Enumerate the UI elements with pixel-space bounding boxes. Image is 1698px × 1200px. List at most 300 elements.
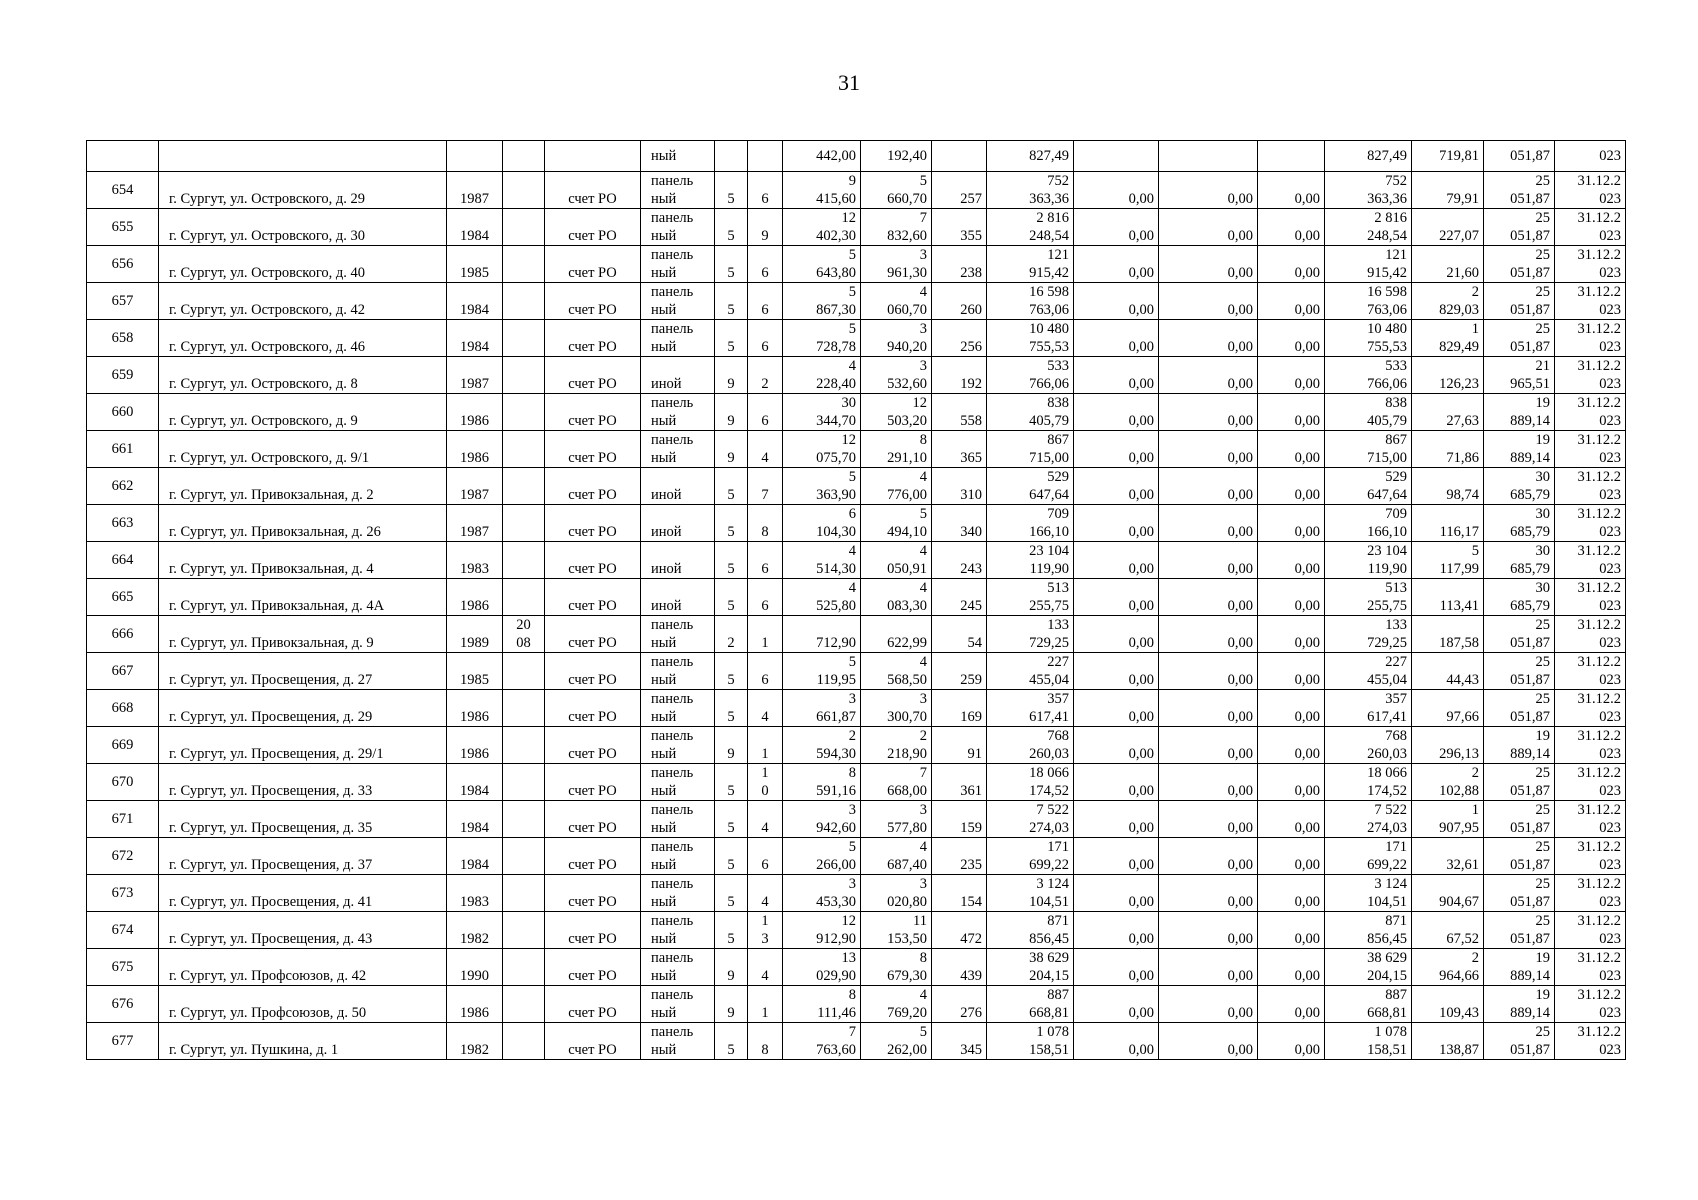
cost-total-line-1: 529: [1047, 469, 1069, 485]
funding-4: [1325, 579, 1412, 616]
year-renovation-line-1: [503, 986, 544, 1004]
cost-total-line-1: 7 522: [1036, 802, 1069, 818]
row-number: 659: [87, 357, 159, 394]
cost-total: [987, 357, 1074, 394]
limit-cost-line-1: 25: [1535, 210, 1550, 226]
entrances-line-1: [748, 505, 782, 523]
limit-cost: [1484, 172, 1555, 209]
wall-material: [641, 912, 715, 949]
cost-total-line-1: 513: [1047, 580, 1069, 596]
funding-4: [1325, 1023, 1412, 1060]
limit-cost-line-2: 051,87: [1510, 265, 1550, 281]
funding-1: 0,00: [1074, 801, 1159, 838]
area-living-line-2: 668,00: [887, 783, 927, 799]
entrances: [748, 727, 783, 764]
year-built: 1984: [447, 764, 503, 801]
funding-4: [1325, 801, 1412, 838]
row-number: 671: [87, 801, 159, 838]
funding-method: счет РО: [545, 875, 641, 912]
entrances-line-1: [748, 616, 782, 634]
entrances-line-2: 4: [761, 820, 769, 836]
cost-total-line-2: 119,90: [1029, 561, 1069, 577]
limit-cost-line-1: 25: [1535, 913, 1550, 929]
year-renovation: [503, 246, 545, 283]
area-living: [861, 690, 932, 727]
cost-total-line-1: 10 480: [1029, 321, 1069, 337]
wall-material-line-2: ный: [651, 339, 677, 355]
funding-2: 0,00: [1159, 394, 1258, 431]
deadline: [1555, 653, 1626, 690]
entrances-line-1: 1: [761, 765, 769, 781]
wall-material: [641, 949, 715, 986]
wall-material-line-1: панель: [651, 839, 694, 855]
deadline: [1555, 949, 1626, 986]
year-renovation-line-2: [503, 597, 544, 615]
wall-material-line-2: ный: [651, 820, 677, 836]
deadline-line-1: 31.12.2: [1577, 913, 1621, 929]
cost-total-line-1: 133: [1047, 617, 1069, 633]
specific-cost-line-2: 187,58: [1439, 635, 1479, 651]
table-row: [87, 431, 1626, 468]
residents: 276: [932, 986, 987, 1023]
entrances-line-1: [748, 431, 782, 449]
table-row: [87, 246, 1626, 283]
area-total-line-1: [787, 616, 856, 634]
area-total-line-1: 3: [848, 691, 856, 707]
specific-cost-line-2: 126,23: [1439, 376, 1479, 392]
funding-3: 0,00: [1258, 986, 1325, 1023]
funding-4: [1325, 209, 1412, 246]
limit-cost-line-1: 19: [1535, 728, 1550, 744]
funding-1: 0,00: [1074, 653, 1159, 690]
address: г. Сургут, ул. Просвещения, д. 33: [159, 764, 447, 801]
specific-cost: [1412, 838, 1484, 875]
year-built: 1986: [447, 579, 503, 616]
year-renovation: [503, 986, 545, 1023]
cost-total-line-2: 363,36: [1029, 191, 1069, 207]
wall-material-line-1: панель: [651, 432, 694, 448]
limit-cost-line-2: 051,87: [1510, 820, 1550, 836]
area-total-line-2: 266,00: [816, 857, 856, 873]
entrances: [748, 764, 783, 801]
residents: 54: [932, 616, 987, 653]
funding-4: [1325, 764, 1412, 801]
limit-cost: [1484, 801, 1555, 838]
limit-cost-line-2: 685,79: [1510, 487, 1550, 503]
area-total-line-1: 4: [848, 580, 856, 596]
area-living-line-1: 7: [919, 765, 927, 781]
deadline-line-1: 31.12.2: [1577, 654, 1621, 670]
area-living-line-1: 4: [919, 839, 927, 855]
floors: 5: [715, 468, 748, 505]
cost-total-line-1: 121: [1047, 247, 1069, 263]
cost-total-line-1: 16 598: [1029, 284, 1069, 300]
funding-1: 0,00: [1074, 579, 1159, 616]
deadline-line-1: 31.12.2: [1577, 210, 1621, 226]
specific-cost: [1412, 986, 1484, 1023]
limit-cost-line-2: 889,14: [1510, 450, 1550, 466]
limit-cost: [1484, 431, 1555, 468]
floors: 5: [715, 838, 748, 875]
cost-total-line-2: 729,25: [1029, 635, 1069, 651]
wall-material: [641, 764, 715, 801]
entrances-line-1: [748, 653, 782, 671]
specific-cost-line-1: 1: [1471, 802, 1479, 818]
funding-4-line-2: 255,75: [1367, 598, 1407, 614]
specific-cost-line-1: [1416, 616, 1479, 634]
funding-2: 0,00: [1159, 653, 1258, 690]
area-living-line-1: 3: [919, 802, 927, 818]
cost-total-line-2: 617,41: [1029, 709, 1069, 725]
year-renovation-line-1: [503, 875, 544, 893]
cost-total: [987, 394, 1074, 431]
deadline: [1555, 764, 1626, 801]
year-renovation-line-2: [503, 449, 544, 467]
row-number: 668: [87, 690, 159, 727]
deadline: [1555, 209, 1626, 246]
row-number: 665: [87, 579, 159, 616]
specific-cost-line-1: [1416, 505, 1479, 523]
year-renovation: [503, 727, 545, 764]
floors: 9: [715, 949, 748, 986]
limit-cost-line-2: 889,14: [1510, 968, 1550, 984]
deadline-line-2: 023: [1599, 931, 1621, 947]
funding-2: 0,00: [1159, 616, 1258, 653]
area-living-line-2: 291,10: [887, 450, 927, 466]
area-total-line-2: 075,70: [816, 450, 856, 466]
cost-total-line-2: 755,53: [1029, 339, 1069, 355]
year-built: 1987: [447, 357, 503, 394]
cost-total: [987, 616, 1074, 653]
residents: 169: [932, 690, 987, 727]
limit-cost-line-2: 051,87: [1510, 672, 1550, 688]
address: г. Сургут, ул. Привокзальная, д. 4: [159, 542, 447, 579]
funding-1: 0,00: [1074, 320, 1159, 357]
specific-cost: [1412, 653, 1484, 690]
funding-4-line-1: 10 480: [1367, 321, 1407, 337]
funding-2: 0,00: [1159, 1023, 1258, 1060]
entrances: [748, 320, 783, 357]
year-renovation: [503, 394, 545, 431]
floors: 5: [715, 690, 748, 727]
area-total: [783, 431, 861, 468]
specific-cost: [1412, 283, 1484, 320]
year-built: 1983: [447, 875, 503, 912]
funding-1: 0,00: [1074, 394, 1159, 431]
address: г. Сургут, ул. Просвещения, д. 43: [159, 912, 447, 949]
area-living: [861, 875, 932, 912]
funding-4-line-2: 699,22: [1367, 857, 1407, 873]
funding-1: 0,00: [1074, 875, 1159, 912]
cost-total: [987, 1023, 1074, 1060]
floors: 9: [715, 727, 748, 764]
deadline-line-2: 023: [1599, 598, 1621, 614]
funding-4-line-2: 856,45: [1367, 931, 1407, 947]
wall-material-line-2: иной: [651, 561, 682, 577]
funding-method: счет РО: [545, 246, 641, 283]
limit-cost: [1484, 320, 1555, 357]
funding-2: 0,00: [1159, 986, 1258, 1023]
deadline: [1555, 727, 1626, 764]
year-renovation: [503, 172, 545, 209]
area-total-line-1: 12: [841, 210, 856, 226]
area-total-line-1: 12: [841, 913, 856, 929]
cell-cost-total: 827,49: [987, 141, 1074, 172]
limit-cost: [1484, 579, 1555, 616]
wall-material-line-1: панель: [651, 321, 694, 337]
specific-cost: [1412, 616, 1484, 653]
area-total-line-2: 712,90: [816, 635, 856, 651]
area-living: [861, 801, 932, 838]
year-built: 1984: [447, 320, 503, 357]
funding-3: 0,00: [1258, 431, 1325, 468]
row-number: 666: [87, 616, 159, 653]
limit-cost-line-1: 25: [1535, 839, 1550, 855]
cell-funding-4: 827,49: [1325, 141, 1412, 172]
funding-1: 0,00: [1074, 209, 1159, 246]
specific-cost-line-2: 32,61: [1446, 857, 1479, 873]
wall-material-line-1: панель: [651, 802, 694, 818]
cost-total-line-2: 715,00: [1029, 450, 1069, 466]
table-row: [87, 727, 1626, 764]
table-row: [87, 616, 1626, 653]
wall-material-line-2: ный: [651, 1005, 677, 1021]
area-living-line-1: 3: [919, 321, 927, 337]
funding-4-line-2: 766,06: [1367, 376, 1407, 392]
limit-cost: [1484, 246, 1555, 283]
funding-3: 0,00: [1258, 801, 1325, 838]
specific-cost-line-1: [1416, 468, 1479, 486]
entrances-line-1: [748, 690, 782, 708]
funding-method: счет РО: [545, 653, 641, 690]
area-total-line-2: 415,60: [816, 191, 856, 207]
limit-cost-line-2: 051,87: [1510, 635, 1550, 651]
year-renovation-line-2: [503, 301, 544, 319]
funding-3: 0,00: [1258, 1023, 1325, 1060]
limit-cost-line-2: 051,87: [1510, 709, 1550, 725]
entrances-line-2: 8: [761, 524, 769, 540]
limit-cost-line-2: 051,87: [1510, 191, 1550, 207]
year-renovation: [503, 357, 545, 394]
year-renovation-line-1: [503, 246, 544, 264]
funding-3: 0,00: [1258, 875, 1325, 912]
year-renovation-line-1: [503, 764, 544, 782]
area-living: [861, 949, 932, 986]
deadline-line-2: 023: [1599, 561, 1621, 577]
wall-material-line-2: ный: [651, 228, 677, 244]
entrances: [748, 505, 783, 542]
address: г. Сургут, ул. Профсоюзов, д. 42: [159, 949, 447, 986]
row-number: 667: [87, 653, 159, 690]
deadline-line-2: 023: [1599, 894, 1621, 910]
funding-2: 0,00: [1159, 838, 1258, 875]
funding-4: [1325, 912, 1412, 949]
funding-1: 0,00: [1074, 468, 1159, 505]
cell-floors: [715, 141, 748, 172]
deadline-line-2: 023: [1599, 857, 1621, 873]
address: г. Сургут, ул. Привокзальная, д. 4А: [159, 579, 447, 616]
wall-material-line-2: иной: [651, 487, 682, 503]
entrances-line-1: [748, 727, 782, 745]
address: г. Сургут, ул. Островского, д. 8: [159, 357, 447, 394]
funding-method: счет РО: [545, 616, 641, 653]
specific-cost: [1412, 246, 1484, 283]
area-living-line-1: 5: [919, 506, 927, 522]
specific-cost-line-1: [1416, 727, 1479, 745]
limit-cost: [1484, 394, 1555, 431]
area-living-line-2: 940,20: [887, 339, 927, 355]
funding-1: 0,00: [1074, 912, 1159, 949]
area-living-line-1: 8: [919, 432, 927, 448]
area-total-line-1: 5: [848, 839, 856, 855]
deadline-line-1: 31.12.2: [1577, 691, 1621, 707]
area-living: [861, 764, 932, 801]
deadline-line-1: 31.12.2: [1577, 469, 1621, 485]
funding-2: 0,00: [1159, 283, 1258, 320]
entrances-line-2: 6: [761, 302, 769, 318]
wall-material-line-2: иной: [651, 598, 682, 614]
area-living-line-1: 4: [919, 654, 927, 670]
row-number: 656: [87, 246, 159, 283]
table-row-continued: [87, 141, 1626, 172]
year-renovation-line-2: [503, 782, 544, 800]
address: г. Сургут, ул. Просвещения, д. 41: [159, 875, 447, 912]
cost-total-line-1: 838: [1047, 395, 1069, 411]
cost-total: [987, 505, 1074, 542]
address: г. Сургут, ул. Островского, д. 30: [159, 209, 447, 246]
residents: 159: [932, 801, 987, 838]
table-row: [87, 468, 1626, 505]
funding-4-line-1: 887: [1385, 987, 1407, 1003]
funding-method: счет РО: [545, 1023, 641, 1060]
specific-cost-line-1: [1416, 431, 1479, 449]
wall-material-line-2: ный: [651, 894, 677, 910]
limit-cost-line-1: 25: [1535, 1024, 1550, 1040]
funding-method: счет РО: [545, 727, 641, 764]
area-living-line-1: 5: [919, 1024, 927, 1040]
cost-total-line-2: 255,75: [1029, 598, 1069, 614]
funding-1: 0,00: [1074, 542, 1159, 579]
funding-3: 0,00: [1258, 320, 1325, 357]
limit-cost-line-1: 25: [1535, 691, 1550, 707]
funding-4-line-2: 248,54: [1367, 228, 1407, 244]
specific-cost: [1412, 690, 1484, 727]
year-renovation: [503, 505, 545, 542]
funding-4-line-2: 166,10: [1367, 524, 1407, 540]
entrances-line-1: [748, 838, 782, 856]
year-renovation-line-2: [503, 930, 544, 948]
wall-material: [641, 1023, 715, 1060]
row-number: 673: [87, 875, 159, 912]
entrances-line-1: [748, 172, 782, 190]
area-living-line-2: 503,20: [887, 413, 927, 429]
row-number: 660: [87, 394, 159, 431]
year-renovation-line-1: [503, 1023, 544, 1041]
cost-total: [987, 727, 1074, 764]
deadline-line-1: 31.12.2: [1577, 358, 1621, 374]
funding-1: 0,00: [1074, 764, 1159, 801]
cell-funding: [545, 141, 641, 172]
limit-cost-line-1: 30: [1535, 580, 1550, 596]
floors: 9: [715, 357, 748, 394]
address: г. Сургут, ул. Островского, д. 46: [159, 320, 447, 357]
entrances-line-1: [748, 1023, 782, 1041]
area-living-line-1: 8: [919, 950, 927, 966]
area-living-line-1: 3: [919, 247, 927, 263]
area-living-line-2: 020,80: [887, 894, 927, 910]
floors: 5: [715, 579, 748, 616]
residents: 235: [932, 838, 987, 875]
area-living-line-2: 961,30: [887, 265, 927, 281]
funding-4-line-2: 274,03: [1367, 820, 1407, 836]
year-built: 1984: [447, 209, 503, 246]
specific-cost-line-2: 98,74: [1446, 487, 1479, 503]
funding-4: [1325, 542, 1412, 579]
funding-4-line-2: 647,64: [1367, 487, 1407, 503]
deadline-line-2: 023: [1599, 820, 1621, 836]
specific-cost-line-1: [1416, 394, 1479, 412]
residents: 257: [932, 172, 987, 209]
funding-2: 0,00: [1159, 912, 1258, 949]
year-renovation-line-2: [503, 190, 544, 208]
cost-total-line-1: 357: [1047, 691, 1069, 707]
funding-4-line-1: 529: [1385, 469, 1407, 485]
year-renovation: [503, 875, 545, 912]
funding-method: счет РО: [545, 431, 641, 468]
cost-total: [987, 653, 1074, 690]
area-total: [783, 1023, 861, 1060]
deadline: [1555, 912, 1626, 949]
funding-1: 0,00: [1074, 690, 1159, 727]
address: г. Сургут, ул. Просвещения, д. 29/1: [159, 727, 447, 764]
area-total-line-2: 594,30: [816, 746, 856, 762]
area-total: [783, 616, 861, 653]
year-renovation-line-2: [503, 412, 544, 430]
wall-material: [641, 394, 715, 431]
area-total: [783, 875, 861, 912]
limit-cost: [1484, 949, 1555, 986]
floors: 5: [715, 283, 748, 320]
entrances-line-2: 4: [761, 450, 769, 466]
wall-material-line-1: панель: [651, 913, 694, 929]
year-renovation-line-2: [503, 1004, 544, 1022]
address: г. Сургут, ул. Островского, д. 9: [159, 394, 447, 431]
deadline-line-1: 31.12.2: [1577, 247, 1621, 263]
year-renovation: [503, 764, 545, 801]
deadline-line-2: 023: [1599, 450, 1621, 466]
funding-4-line-2: 260,03: [1367, 746, 1407, 762]
cell-specific-cost: 719,81: [1412, 141, 1484, 172]
area-total-line-2: 591,16: [816, 783, 856, 799]
year-renovation-line-2: [503, 1041, 544, 1059]
table-row: [87, 764, 1626, 801]
funding-method: счет РО: [545, 690, 641, 727]
cost-total-line-2: 856,45: [1029, 931, 1069, 947]
deadline-line-2: 023: [1599, 413, 1621, 429]
specific-cost-line-2: 113,41: [1439, 598, 1479, 614]
cost-total-line-1: 23 104: [1029, 543, 1069, 559]
wall-material-line-2: ный: [651, 635, 677, 651]
wall-material-line-1: панель: [651, 728, 694, 744]
residents: 238: [932, 246, 987, 283]
table-row: [87, 986, 1626, 1023]
year-renovation-line-2: [503, 338, 544, 356]
limit-cost-line-1: 25: [1535, 765, 1550, 781]
cost-total-line-2: 166,10: [1029, 524, 1069, 540]
specific-cost-line-1: 1: [1471, 321, 1479, 337]
funding-4-line-1: 709: [1385, 506, 1407, 522]
cost-total-line-1: 171: [1047, 839, 1069, 855]
